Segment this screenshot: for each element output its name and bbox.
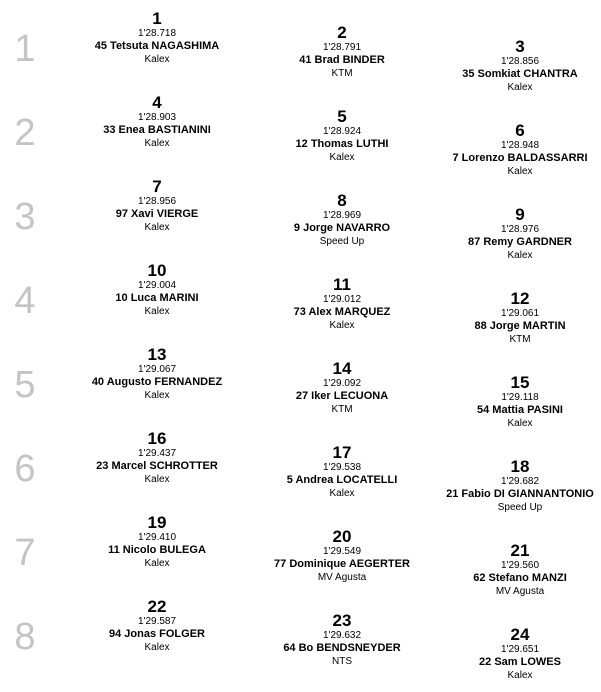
lap-time: 1'29.410 [137, 532, 177, 543]
grid-row-number: 6 [14, 448, 36, 490]
grid-slot [420, 626, 601, 682]
lap-time: 1'29.682 [500, 476, 540, 487]
grid-position: 21 [510, 541, 530, 560]
grid-position: 13 [147, 345, 167, 364]
team-name: KTM [331, 68, 353, 79]
grid-position: 2 [337, 23, 347, 42]
team-name: Kalex [144, 222, 170, 233]
grid-slot [57, 430, 257, 486]
lap-time: 1'28.924 [322, 126, 362, 137]
team-name: Speed Up [497, 502, 543, 513]
team-name: Kalex [507, 670, 533, 681]
team-name: Speed Up [319, 236, 365, 247]
lap-time: 1'29.067 [137, 364, 177, 375]
grid-position: 12 [510, 289, 530, 308]
team-name: KTM [331, 404, 353, 415]
lap-time: 1'29.560 [500, 560, 540, 571]
grid-slot [420, 290, 601, 346]
grid-position: 7 [152, 177, 162, 196]
lap-time: 1'28.956 [137, 196, 177, 207]
rider-name: 23 Marcel SCHROTTER [96, 460, 218, 472]
grid-position: 18 [510, 457, 530, 476]
rider-name: 27 Iker LECUONA [295, 390, 389, 402]
rider-name: 21 Fabio DI GIANNANTONIO [446, 488, 594, 500]
grid-position: 8 [337, 191, 347, 210]
rider-name: 7 Lorenzo BALDASSARRI [452, 152, 588, 164]
grid-position: 19 [147, 513, 167, 532]
team-name: Kalex [144, 642, 170, 653]
grid-slot [420, 38, 601, 94]
lap-time: 1'29.012 [322, 294, 362, 305]
grid-position: 9 [515, 205, 525, 224]
team-name: Kalex [144, 558, 170, 569]
grid-position: 22 [147, 597, 167, 616]
lap-time: 1'29.651 [500, 644, 540, 655]
grid-row-number: 7 [14, 532, 36, 574]
grid-position: 15 [510, 373, 530, 392]
grid-position: 6 [515, 121, 525, 140]
grid-position: 10 [147, 261, 167, 280]
lap-time: 1'29.538 [322, 462, 362, 473]
lap-time: 1'28.948 [500, 140, 540, 151]
grid-position: 20 [332, 527, 352, 546]
lap-time: 1'29.092 [322, 378, 362, 389]
rider-name: 9 Jorge NAVARRO [293, 222, 391, 234]
grid-position: 1 [152, 9, 162, 28]
team-name: Kalex [507, 82, 533, 93]
rider-name: 45 Tetsuta NAGASHIMA [94, 40, 220, 52]
grid-slot [242, 528, 442, 584]
team-name: Kalex [507, 250, 533, 261]
grid-position: 11 [333, 275, 351, 294]
lap-time: 1'28.856 [500, 56, 540, 67]
grid-slot [420, 206, 601, 262]
lap-time: 1'28.976 [500, 224, 540, 235]
grid-slot [420, 458, 601, 514]
lap-time: 1'28.903 [137, 112, 177, 123]
team-name: Kalex [507, 166, 533, 177]
grid-row-number: 1 [14, 28, 36, 70]
team-name: Kalex [144, 306, 170, 317]
rider-name: 11 Nicolo BULEGA [108, 544, 206, 556]
rider-name: 40 Augusto FERNANDEZ [91, 376, 223, 388]
rider-name: 10 Luca MARINI [115, 292, 199, 304]
rider-name: 5 Andrea LOCATELLI [286, 474, 398, 486]
grid-slot [57, 178, 257, 234]
grid-slot [57, 94, 257, 150]
lap-time: 1'28.718 [137, 28, 177, 39]
grid-position: 14 [332, 359, 352, 378]
grid-slot [242, 360, 442, 416]
grid-position: 23 [332, 611, 352, 630]
grid-position: 16 [147, 429, 167, 448]
rider-name: 41 Brad BINDER [299, 54, 385, 66]
team-name: Kalex [144, 390, 170, 401]
grid-position: 5 [337, 107, 347, 126]
rider-name: 87 Remy GARDNER [468, 236, 572, 248]
rider-name: 97 Xavi VIERGE [115, 208, 199, 220]
grid-slot [420, 122, 601, 178]
team-name: MV Agusta [317, 572, 367, 583]
grid-slot [420, 542, 601, 598]
rider-name: 62 Stefano MANZI [473, 572, 567, 584]
rider-name: 54 Mattia PASINI [477, 404, 563, 416]
grid-slot [242, 108, 442, 164]
lap-time: 1'29.549 [322, 546, 362, 557]
lap-time: 1'28.969 [322, 210, 362, 221]
grid-slot [57, 514, 257, 570]
grid-row-number: 8 [14, 616, 36, 658]
team-name: Kalex [507, 418, 533, 429]
rider-name: 12 Thomas LUTHI [295, 138, 389, 150]
grid-position: 4 [152, 93, 162, 112]
grid-slot [57, 262, 257, 318]
grid-row-number: 4 [14, 280, 36, 322]
grid-position: 17 [332, 443, 352, 462]
team-name: KTM [509, 334, 531, 345]
rider-name: 22 Sam LOWES [479, 656, 561, 668]
team-name: Kalex [144, 54, 170, 65]
grid-slot [242, 24, 442, 80]
rider-name: 64 Bo BENDSNEYDER [283, 642, 401, 654]
lap-time: 1'29.437 [137, 448, 177, 459]
grid-slot [242, 444, 442, 500]
team-name: Kalex [329, 320, 355, 331]
grid-slot [57, 346, 257, 402]
lap-time: 1'29.118 [501, 392, 539, 403]
lap-time: 1'29.061 [500, 308, 540, 319]
lap-time: 1'29.587 [137, 616, 177, 627]
team-name: MV Agusta [495, 586, 545, 597]
rider-name: 33 Enea BASTIANINI [103, 124, 211, 136]
rider-name: 35 Somkiat CHANTRA [462, 68, 578, 80]
grid-slot [242, 192, 442, 248]
grid-row-number: 3 [14, 196, 36, 238]
rider-name: 94 Jonas FOLGER [109, 628, 205, 640]
rider-name: 77 Dominique AEGERTER [274, 558, 410, 570]
grid-slot [57, 598, 257, 654]
team-name: Kalex [329, 488, 355, 499]
grid-slot [420, 374, 601, 430]
team-name: Kalex [144, 474, 170, 485]
lap-time: 1'29.004 [137, 280, 177, 291]
grid-slot [242, 612, 442, 668]
team-name: Kalex [144, 138, 170, 149]
grid-row-number: 2 [14, 112, 36, 154]
grid-position: 24 [510, 625, 530, 644]
lap-time: 1'29.632 [322, 630, 362, 641]
grid-slot [242, 276, 442, 332]
lap-time: 1'28.791 [322, 42, 362, 53]
rider-name: 73 Alex MARQUEZ [293, 306, 391, 318]
grid-position: 3 [515, 37, 525, 56]
team-name: NTS [332, 656, 352, 667]
grid-slot [57, 10, 257, 66]
rider-name: 88 Jorge MARTIN [474, 320, 566, 332]
grid-row-number: 5 [14, 364, 36, 406]
team-name: Kalex [329, 152, 355, 163]
